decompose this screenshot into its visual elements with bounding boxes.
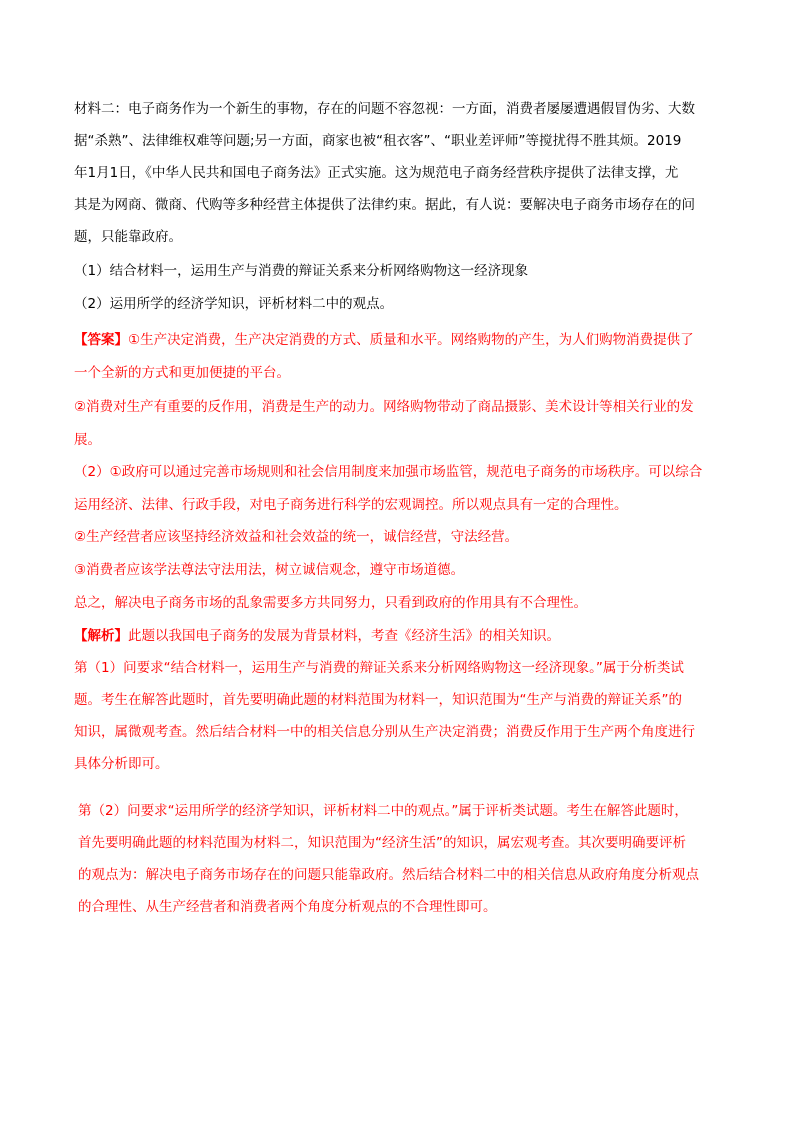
answer-line-1	[74, 330, 694, 350]
analysis-line-1	[74, 626, 560, 646]
analysis-para2-line-4: 的合理性、从生产经营者和消费者两个角度分析观点的不合理性即可。	[78, 899, 497, 915]
analysis-para1-line-4: 具体分析即可。	[74, 756, 169, 772]
answer-line-5: （2）①政府可以通过完善市场规则和社会信用制度来加强市场监管，规范电子商务的市场秩序。可以综合	[74, 464, 703, 480]
analysis-tag: 【解析】	[74, 628, 128, 644]
material2-line-4: 其是为网商、微商、代购等多种经营主体提供了法律约束。据此，有人说：要解决电子商务市场存在的问	[74, 197, 695, 213]
answer-line-4: 展。	[74, 432, 101, 448]
answer-text-1: ①生产决定消费，生产决定消费的方式、质量和水平。网络购物的产生，为人们购物消费提供了	[128, 332, 694, 348]
analysis-para1-line-1: 第（1）问要求“结合材料一，运用生产与消费的辩证关系来分析网络购物这一经济现象。”属于分析类试	[74, 660, 684, 676]
analysis-text-1: 此题以我国电子商务的发展为背景材料，考查《经济生活》的相关知识。	[128, 628, 560, 644]
analysis-para2-line-3: 的观点为：解决电子商务市场存在的问题只能靠政府。然后结合材料二中的相关信息从政府角度分析观点	[78, 867, 699, 883]
material2-line-3: 年1月1日，《中华人民共和国电子商务法》正式实施。这为规范电子商务经营秩序提供了法律支撑，尤	[74, 165, 679, 181]
answer-line-8: ③消费者应该学法尊法守法用法，树立诚信观念，遵守市场道德。	[74, 562, 465, 578]
answer-line-2: 一个全新的方式和更加便捷的平台。	[74, 365, 290, 381]
answer-line-9: 总之，解决电子商务市场的乱象需要多方共同努力，只看到政府的作用具有不合理性。	[74, 595, 587, 611]
analysis-para2-line-2: 首先要明确此题的材料范围为材料二，知识范围为“经济生活”的知识，属宏观考查。其次要明确要评析	[78, 835, 686, 851]
answer-line-3: ②消费对生产有重要的反作用，消费是生产的动力。网络购物带动了商品摄影、美术设计等相关行业的发	[74, 399, 694, 415]
analysis-para1-line-3: 知识，属微观考查。然后结合材料一中的相关信息分别从生产决定消费；消费反作用于生产两个角度进行	[74, 724, 695, 740]
analysis-para1-line-2: 题。考生在解答此题时，首先要明确此题的材料范围为材料一，知识范围为“生产与消费的辩证关系”的	[74, 692, 682, 708]
material2-line-2: 据“杀熟”、法律维权难等问题;另一方面，商家也被“租衣客”、“职业差评师”等搅扰得不胜其烦。2019	[74, 133, 682, 149]
material2-line-1: 材料二：电子商务作为一个新生的事物，存在的问题不容忽视：一方面，消费者屡屡遭遇假冒伪劣、大数	[74, 101, 695, 117]
question-1: （1）结合材料一，运用生产与消费的辩证关系来分析网络购物这一经济现象	[74, 263, 529, 279]
question-2: （2）运用所学的经济学知识，评析材料二中的观点。	[74, 296, 394, 312]
material2-line-5: 题，只能靠政府。	[74, 229, 182, 245]
answer-tag: 【答案】	[74, 332, 128, 348]
answer-line-7: ②生产经营者应该坚持经济效益和社会效益的统一，诚信经营，守法经营。	[74, 529, 519, 545]
answer-line-6: 运用经济、法律、行政手段，对电子商务进行科学的宏观调控。所以观点具有一定的合理性。	[74, 497, 628, 513]
analysis-para2-line-1: 第（2）问要求“运用所学的经济学知识，评析材料二中的观点。”属于评析类试题。考生在解答此题时，	[78, 803, 688, 819]
